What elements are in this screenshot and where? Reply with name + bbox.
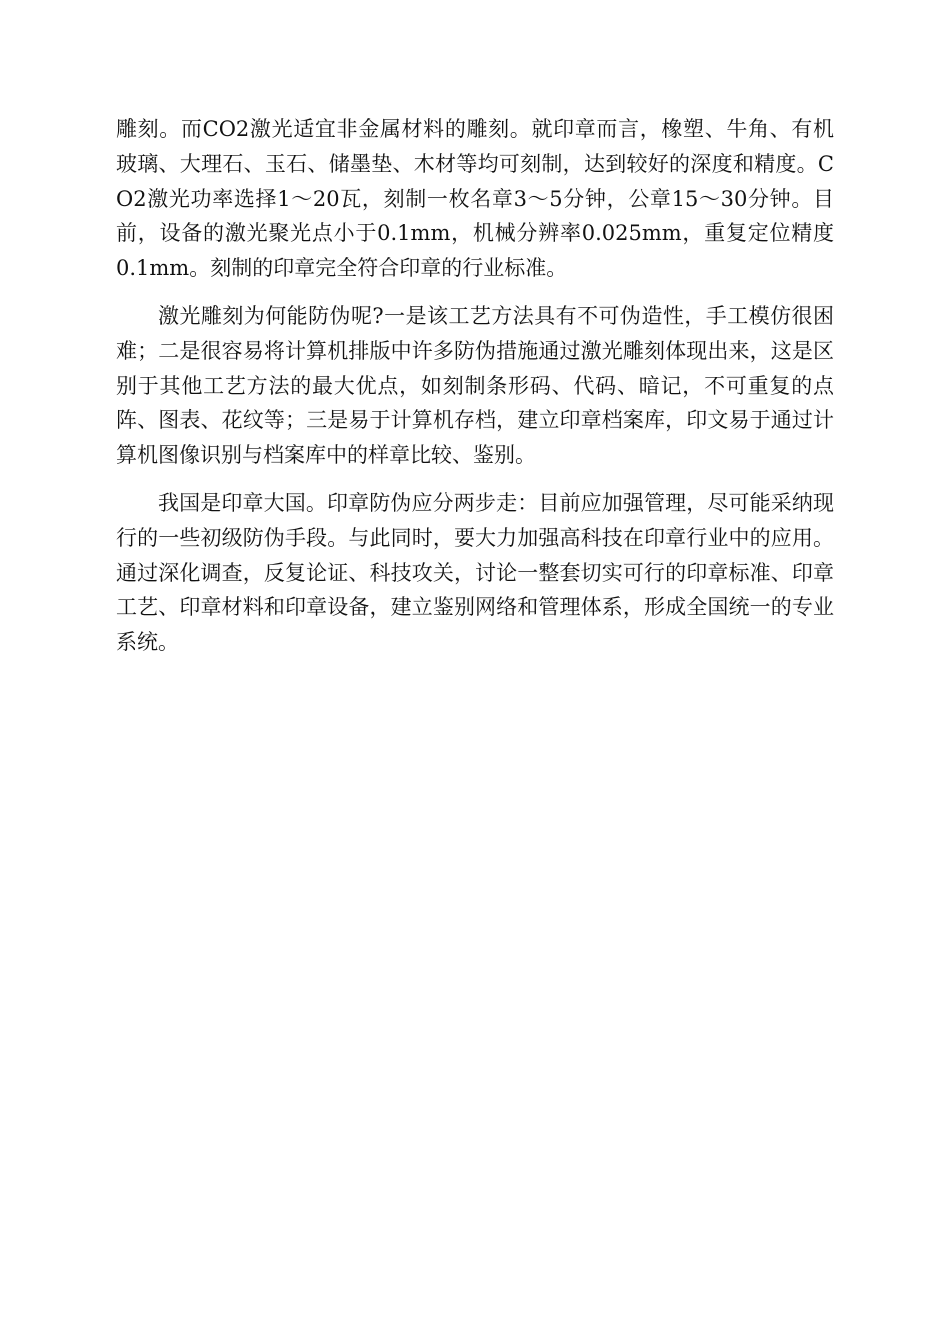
document-body [116, 112, 834, 673]
paragraph-continuation: 雕刻。而CO2激光适宜非金属材料的雕刻。就印章而言，橡塑、牛角、有机玻璃、大理石、玉石、储墨垫、木材等均可刻制，达到较好的深度和精度。CO2激光功率选择1～20瓦，刻制一枚名章3～5分钟，公章15～30分钟。目前，设备的激光聚光点小于0.1mm，机械分辨率0.025mm，重复定位精度0.1mm。刻制的印章完全符合印章的行业标准。 [116, 117, 834, 281]
paragraph-laser-anti-counterfeit: 激光雕刻为何能防伪呢?一是该工艺方法具有不可伪造性，手工模仿很困难；二是很容易将计算机排版中许多防伪措施通过激光雕刻体现出来，这是区别于其他工艺方法的最大优点，如刻制条形码、代码、暗记，不可重复的点阵、图表、花纹等；三是易于计算机存档，建立印章档案库，印文易于通过计算机图像识别与档案库中的样章比较、鉴别。 [116, 303, 834, 468]
paragraph-national-strategy: 我国是印章大国。印章防伪应分两步走：目前应加强管理，尽可能采纳现行的一些初级防伪手段。与此同时，要大力加强高科技在印章行业中的应用。通过深化调查，反复论证、科技攻关，讨论一整套切实可行的印章标准、印章工艺、印章材料和印章设备，建立鉴别网络和管理体系，形成全国统一的专业系统。 [116, 490, 834, 655]
